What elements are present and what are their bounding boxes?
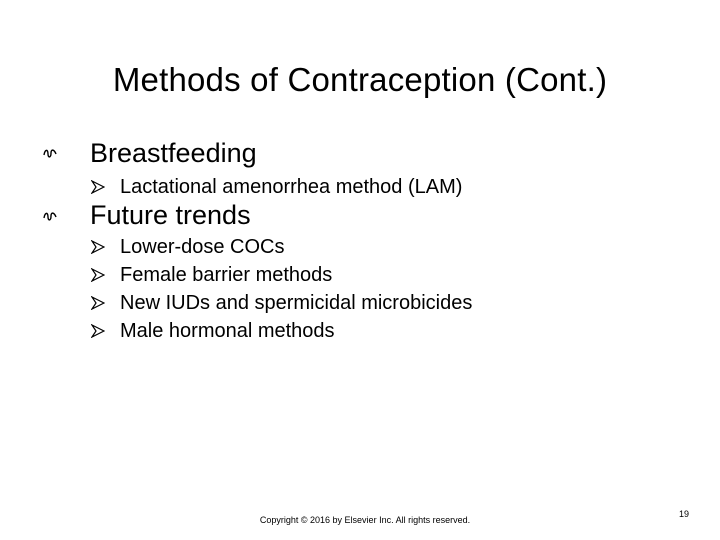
arrowhead-bullet-icon xyxy=(91,324,105,338)
copyright-footer: Copyright © 2016 by Elsevier Inc. All rights reserved. xyxy=(259,515,471,525)
arrowhead-bullet-icon xyxy=(91,180,105,194)
arrowhead-bullet-icon xyxy=(91,268,105,282)
subbullet-lam: Lactational amenorrhea method (LAM) xyxy=(120,176,463,198)
arrowhead-bullet-icon xyxy=(91,296,105,310)
slide-title: Methods of Contraception (Cont.) xyxy=(112,61,608,98)
subbullet-new-iuds: New IUDs and spermicidal microbicides xyxy=(120,292,473,314)
subbullet-lower-dose-cocs: Lower-dose COCs xyxy=(120,236,285,258)
bullet-future-trends: Future trends xyxy=(90,200,251,230)
page-number: 19 xyxy=(678,509,689,519)
arrowhead-bullet-icon xyxy=(91,240,105,254)
subbullet-male-hormonal: Male hormonal methods xyxy=(120,320,335,342)
bullet-breastfeeding: Breastfeeding xyxy=(90,138,257,168)
swirl-bullet-icon xyxy=(43,209,57,223)
subbullet-female-barrier: Female barrier methods xyxy=(120,264,333,286)
swirl-bullet-icon xyxy=(43,146,57,160)
